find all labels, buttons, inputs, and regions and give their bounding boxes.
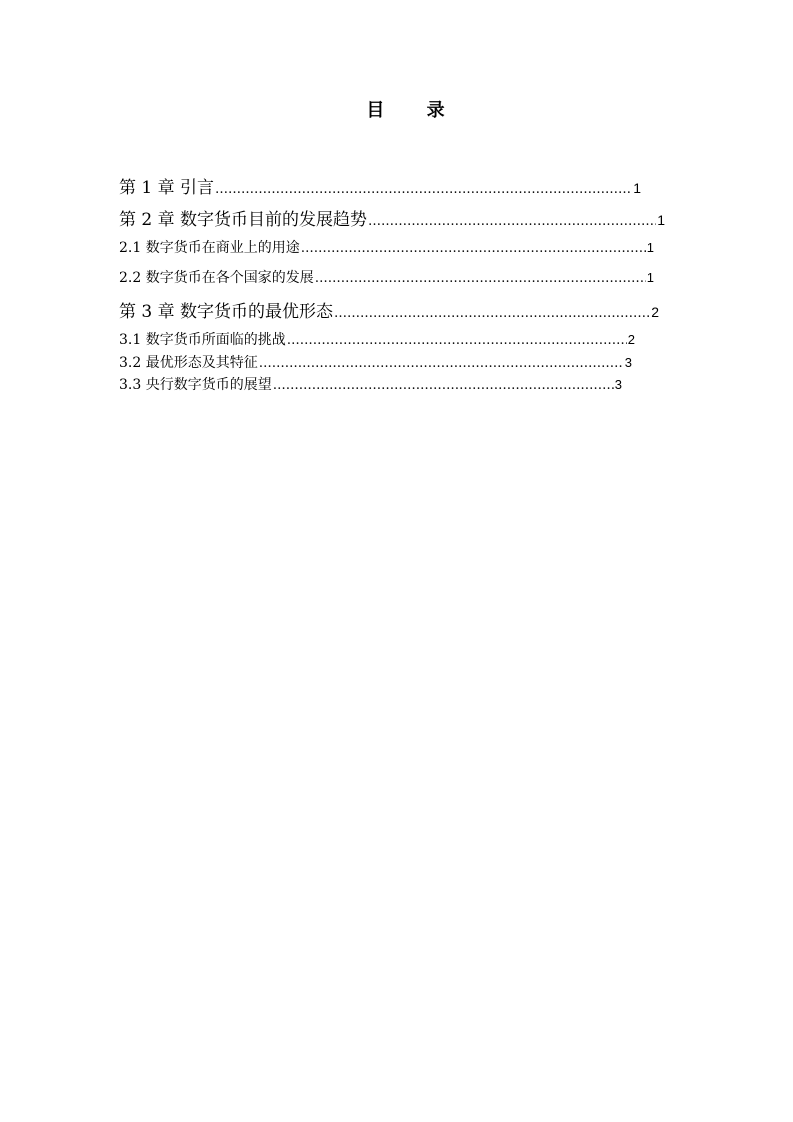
- toc-leader-dots: [215, 182, 632, 197]
- toc-page-number: 3: [624, 355, 632, 370]
- toc-page-number: 1: [657, 212, 665, 228]
- toc-page-number: 1: [646, 270, 654, 285]
- toc-page-number: 2: [651, 304, 659, 320]
- toc-entry-section-3-3[interactable]: [119, 374, 622, 394]
- toc-entry-label: 2.2 数字货币在各个国家的发展: [119, 270, 314, 286]
- toc-page-number: 3: [614, 377, 622, 392]
- toc-leader-dots: [259, 356, 624, 371]
- toc-page-number: 1: [633, 180, 641, 196]
- toc-leader-dots: [315, 271, 646, 286]
- toc-leader-dots: [368, 214, 656, 229]
- toc-entry-label: 3.3 央行数字货币的展望: [119, 377, 272, 393]
- toc-leader-dots: [273, 378, 614, 393]
- toc-page-number: 1: [646, 240, 654, 255]
- toc-entry-chapter-1[interactable]: [119, 173, 641, 198]
- toc-page-number: 2: [627, 332, 635, 347]
- toc-entry-section-2-1[interactable]: [119, 237, 654, 257]
- toc-entry-label: 3.1 数字货币所面临的挑战: [119, 332, 286, 348]
- toc-entry-section-3-1[interactable]: [119, 329, 635, 349]
- page-title: 目 录: [366, 100, 463, 121]
- toc-entry-label: 第 1 章 引言: [119, 178, 215, 198]
- toc-entry-chapter-2[interactable]: [119, 205, 665, 230]
- toc-entry-label: 第 2 章 数字货币目前的发展趋势: [119, 210, 368, 230]
- toc-entry-section-3-2[interactable]: [119, 352, 632, 372]
- toc-entry-chapter-3[interactable]: [119, 297, 659, 322]
- toc-entry-label: 2.1 数字货币在商业上的用途: [119, 240, 300, 256]
- toc-leader-dots: [301, 241, 646, 256]
- toc-entry-label: 3.2 最优形态及其特征: [119, 355, 258, 371]
- toc-leader-dots: [287, 333, 627, 348]
- toc-entry-label: 第 3 章 数字货币的最优形态: [119, 302, 334, 322]
- toc-leader-dots: [334, 306, 650, 321]
- toc-entry-section-2-2[interactable]: [119, 267, 654, 287]
